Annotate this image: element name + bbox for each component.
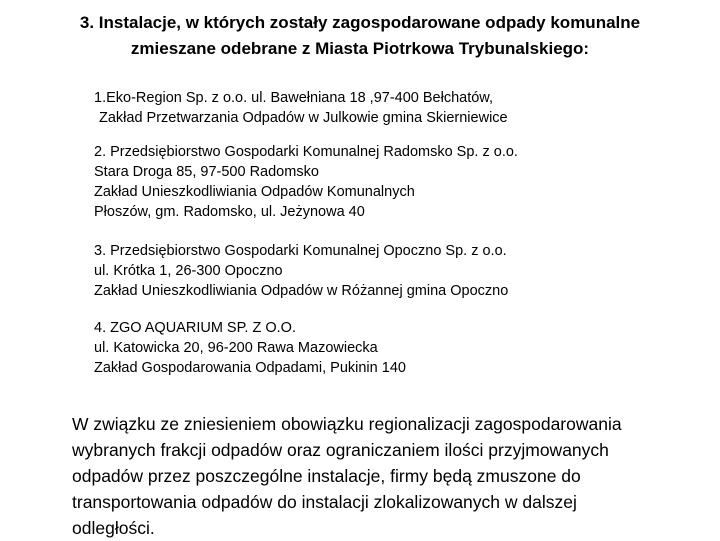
facility-entry-1 <box>94 88 694 128</box>
facility-2-line-1: 2. Przedsiębiorstwo Gospodarki Komunalnej Radomsko Sp. z o.o. <box>94 144 518 160</box>
facility-1-line-1: 1.Eko-Region Sp. z o.o. ul. Bawełniana 18 ,97-400 Bełchatów, <box>94 90 494 106</box>
conclusion-line-4: transportowania odpadów do instalacji zlokalizowanych w dalszej <box>72 492 577 512</box>
facility-4-line-1: 4. ZGO AQUARIUM SP. Z O.O. <box>94 320 296 336</box>
facility-2-line-2: Stara Droga 85, 97-500 Radomsko <box>94 164 319 180</box>
title-line-2: zmieszane odebrane z Miasta Piotrkowa Trybunalskiego: <box>130 39 590 58</box>
facility-2-line-4: Płoszów, gm. Radomsko, ul. Jeżynowa 40 <box>94 204 365 220</box>
slide-title <box>40 10 680 62</box>
facility-4-line-2: ul. Katowicka 20, 96-200 Rawa Mazowiecka <box>94 340 378 356</box>
facility-4-line-3: Zakład Gospodarowania Odpadami, Pukinin 140 <box>94 360 406 376</box>
conclusion-paragraph <box>72 411 702 541</box>
facility-entry-4 <box>94 318 694 378</box>
facility-3-line-3: Zakład Unieszkodliwiania Odpadów w Różannej gmina Opoczno <box>94 283 509 299</box>
conclusion-line-2: wybranych frakcji odpadów oraz ograniczaniem ilości przyjmowanych <box>72 440 609 460</box>
facility-1-line-2: Zakład Przetwarzania Odpadów w Julkowie gmina Skierniewice <box>99 110 508 126</box>
conclusion-line-1: W związku ze zniesieniem obowiązku regionalizacji zagospodarowania <box>72 414 622 434</box>
facility-entry-2 <box>94 142 694 222</box>
facility-2-line-3: Zakład Unieszkodliwiania Odpadów Komunalnych <box>94 184 415 200</box>
conclusion-line-5: odległości. <box>72 518 155 538</box>
facility-entry-3 <box>94 241 694 301</box>
facility-3-line-2: ul. Krótka 1, 26-300 Opoczno <box>94 263 283 279</box>
conclusion-line-3: odpadów przez poszczególne instalacje, firmy będą zmuszone do <box>72 466 581 486</box>
title-line-1: 3. Instalacje, w których zostały zagospodarowane odpady komunalne <box>79 13 641 32</box>
facility-3-line-1: 3. Przedsiębiorstwo Gospodarki Komunalnej Opoczno Sp. z o.o. <box>94 243 507 259</box>
